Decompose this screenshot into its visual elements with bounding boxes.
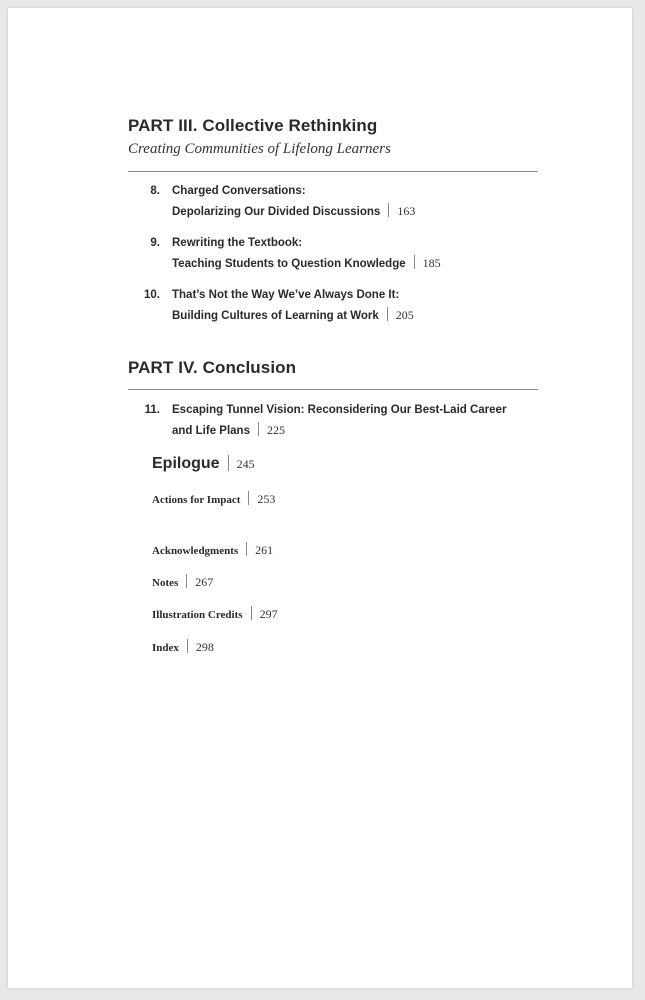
page-number: 298	[195, 640, 214, 654]
page-separator	[246, 542, 247, 556]
entry-title: Actions for Impact	[152, 494, 241, 506]
chapter-title-line-2: Depolarizing Our Divided Discussions	[172, 206, 381, 218]
page-number: 267	[195, 575, 214, 589]
toc-entry-acknowledgments[interactable]	[152, 542, 273, 558]
entry-title: Illustration Credits	[152, 609, 243, 621]
entry-title: Index	[152, 642, 179, 654]
chapter-title-line-2: and Life Plans	[172, 425, 250, 437]
chapter-title-line-1: That’s Not the Way We’ve Always Done It:	[172, 289, 400, 301]
page-separator	[258, 422, 259, 436]
part-3-divider	[128, 171, 538, 172]
page-separator	[248, 491, 249, 505]
page-number: 245	[236, 457, 255, 471]
page-separator	[251, 606, 252, 620]
toc-entry-epilogue[interactable]	[152, 455, 255, 473]
page-number: 261	[255, 543, 274, 557]
part-4-title: PART IV. Conclusion	[128, 358, 297, 377]
page-number: 163	[397, 204, 416, 218]
chapter-number: 10.	[144, 289, 160, 301]
page-number: 205	[395, 308, 414, 322]
part-3-subtitle: Creating Communities of Lifelong Learners	[128, 141, 391, 157]
page-number: 185	[422, 256, 441, 270]
page-number: 253	[257, 492, 276, 506]
toc-entry-illustration-credits[interactable]	[152, 606, 278, 622]
page-number: 225	[266, 423, 285, 437]
entry-title: Notes	[152, 577, 179, 589]
chapter-title-line-1: Escaping Tunnel Vision: Reconsidering Our Best-Laid Career	[172, 404, 507, 416]
page-separator	[186, 574, 187, 588]
chapter-title-line-2: Teaching Students to Question Knowledge	[172, 258, 406, 270]
epilogue-title: Epilogue	[152, 455, 220, 472]
page-separator	[187, 639, 188, 653]
chapter-number: 11.	[144, 404, 160, 416]
chapter-number: 9.	[150, 237, 160, 249]
page-number: 297	[259, 607, 278, 621]
chapter-number: 8.	[150, 185, 160, 197]
page-separator	[228, 455, 229, 471]
page-separator	[414, 255, 415, 269]
page-separator	[387, 307, 388, 321]
chapter-title-line-1: Charged Conversations:	[172, 185, 306, 197]
toc-entry-notes[interactable]	[152, 574, 213, 590]
chapter-title-line-2: Building Cultures of Learning at Work	[172, 310, 379, 322]
part-4-divider	[128, 389, 538, 390]
part-3-title: PART III. Collective Rethinking	[128, 116, 378, 135]
toc-page	[8, 8, 632, 988]
page-separator	[388, 203, 389, 217]
toc-entry-index[interactable]	[152, 639, 214, 655]
entry-title: Acknowledgments	[152, 545, 239, 557]
toc-entry-actions-for-impact[interactable]	[152, 491, 275, 507]
chapter-title-line-1: Rewriting the Textbook:	[172, 237, 303, 249]
